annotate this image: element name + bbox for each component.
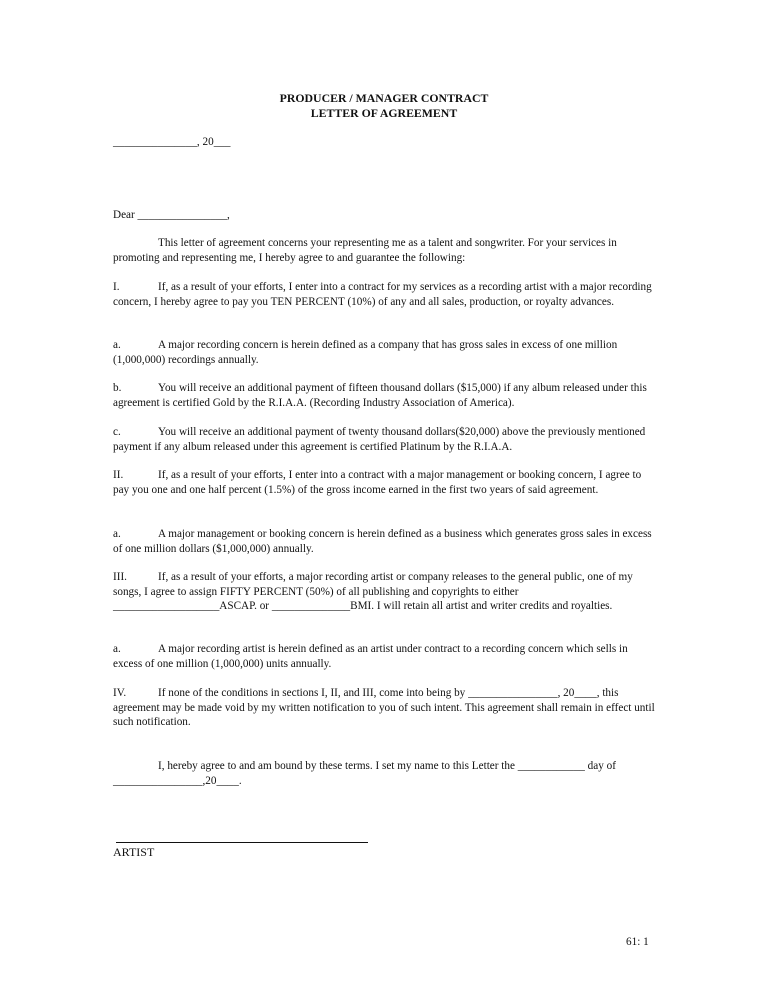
date-line: _______________, 20___ — [113, 136, 231, 148]
document-subtitle: LETTER OF AGREEMENT — [310, 106, 458, 120]
closing-paragraph: I, hereby agree to and am bound by these terms. I set my name to this Letter the ____________ day of ________________,20____. — [113, 760, 616, 787]
section-marker: IV. — [113, 687, 127, 699]
section-marker: b. — [113, 382, 122, 394]
section-III-a — [113, 642, 658, 671]
signature-line — [116, 842, 368, 843]
document-title: PRODUCER / MANAGER CONTRACT — [279, 91, 489, 105]
section-I-b — [113, 381, 658, 410]
section-text: If, as a result of your efforts, a major recording artist or company releases to the general public, one of my songs, I agree to assign FIFTY PERCENT (50%) of all publishing and copyrights to either ___________________ASCAP. or ______________BMI. I will retain all artist and writer credits and royalties. — [113, 571, 633, 612]
section-I-c — [113, 425, 658, 454]
section-text: A major recording artist is herein defined as an artist under contract to a recording concern which sells in excess of one million (1,000,000) units annually. — [113, 643, 628, 670]
section-II-a — [113, 527, 658, 556]
section-text: You will receive an additional payment of fifteen thousand dollars ($15,000) if any album released under this agreement is certified Gold by the R.I.A.A. (Recording Industry Association of America). — [113, 382, 647, 409]
section-text: A major management or booking concern is herein defined as a business which generates gross sales in excess of one million dollars ($1,000,000) annually. — [113, 528, 652, 555]
section-text: You will receive an additional payment of twenty thousand dollars($20,000) above the previously mentioned payment if any album released under this agreement is certified Platinum by the R.I.A.A. — [113, 426, 646, 453]
section-marker: c. — [113, 426, 121, 438]
section-I-a — [113, 338, 658, 367]
section-text: If, as a result of your efforts, I enter into a contract for my services as a recording artist with a major recording concern, I hereby agree to pay you TEN PERCENT (10%) of any and all sales, production, or royalty advances. — [113, 281, 652, 308]
intro-paragraph: This letter of agreement concerns your representing me as a talent and songwriter. For your services in promoting and representing me, I hereby agree to and guarantee the following: — [113, 237, 617, 264]
salutation: Dear ________________, — [113, 209, 230, 221]
section-marker: I. — [113, 281, 120, 293]
section-text: If, as a result of your efforts, I enter into a contract with a major management or booking concern, I agree to pay you one and one half percent (1.5%) of the gross income earned in the first two years of said agreement. — [113, 469, 642, 496]
signature-label: ARTIST — [113, 845, 155, 859]
section-IV — [113, 686, 658, 730]
page-number: 61: 1 — [626, 936, 649, 948]
section-I — [113, 280, 658, 309]
section-text: If none of the conditions in sections I, II, and III, come into being by ________________, 20____, this agreement may be made void by my written notification to you of such intent. This agreement shall remain in effect until such notification. — [113, 687, 655, 728]
section-marker: III. — [113, 571, 127, 583]
section-marker: II. — [113, 469, 124, 481]
section-text: A major recording concern is herein defined as a company that has gross sales in excess of one million (1,000,000) recordings annually. — [113, 339, 618, 366]
section-marker: a. — [113, 528, 121, 540]
section-III — [113, 570, 658, 614]
section-II — [113, 468, 658, 497]
section-marker: a. — [113, 643, 121, 655]
section-marker: a. — [113, 339, 121, 351]
